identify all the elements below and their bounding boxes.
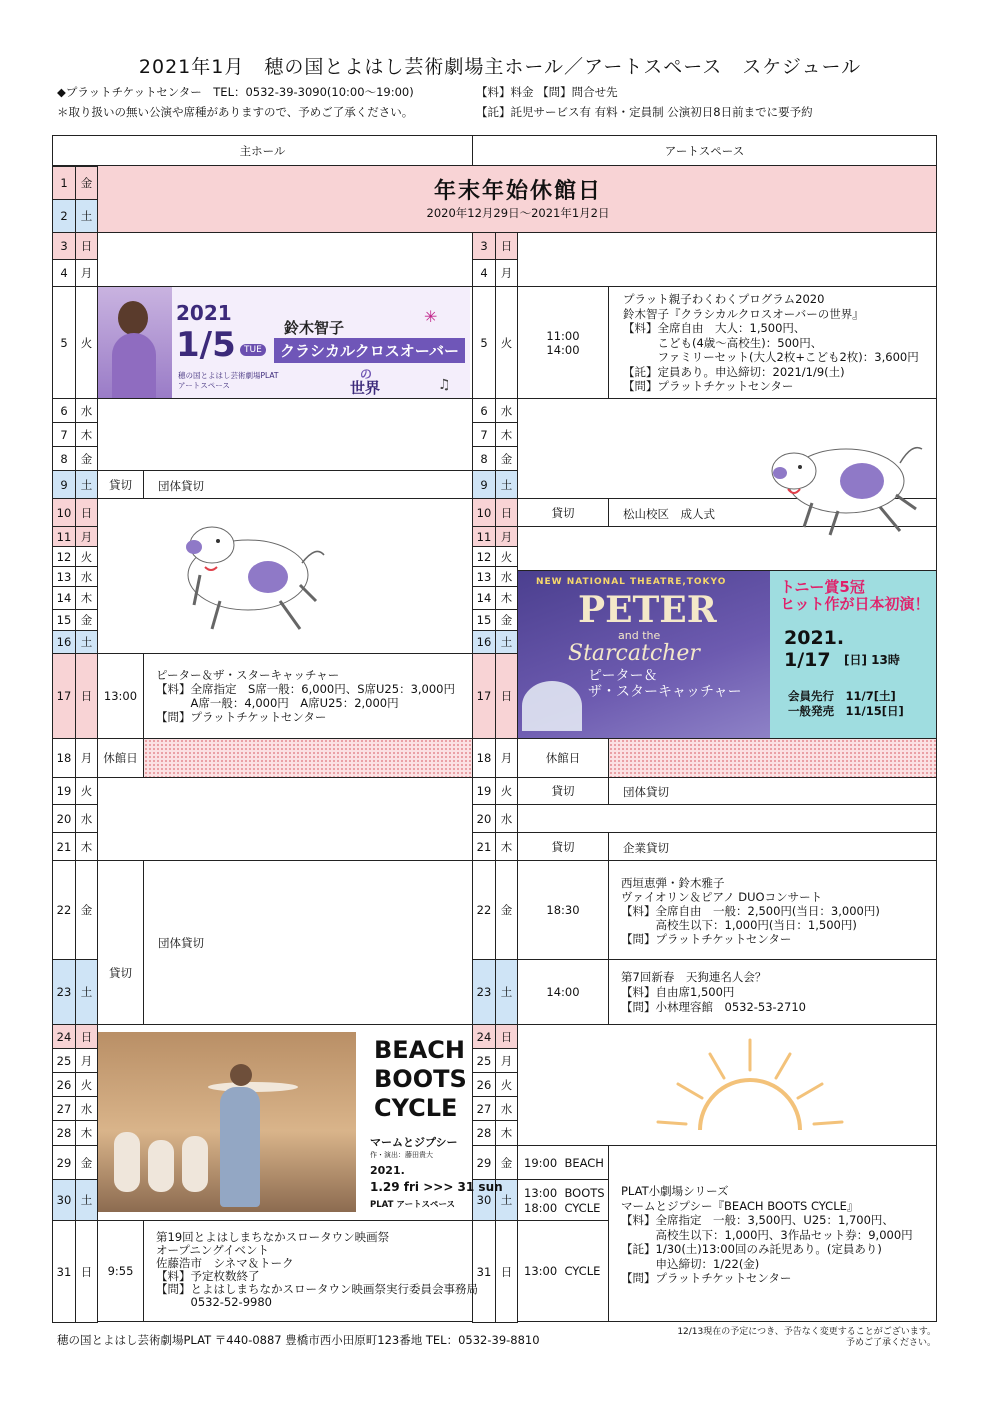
main-weekday-cell: 日	[75, 1024, 98, 1049]
main-weekday-cell: 金	[75, 1145, 98, 1180]
poster-title-and: and the	[618, 629, 661, 642]
art-weekday-cell: 木	[495, 832, 518, 861]
poster-title-jp: ピーター＆ ザ・スターキャッチャー	[588, 668, 742, 700]
art-d31-time: 13:00 CYCLE	[517, 1220, 609, 1322]
main-weekday-cell: 火	[75, 286, 98, 399]
art-weekday-cell: 木	[495, 586, 518, 610]
art-d23-desc: 第7回新春 天狗連名人会？ 【料】自由席1,500円 【問】小林理容館 0532-53-2710	[608, 959, 937, 1025]
art-date-cell: 8	[472, 446, 496, 471]
art-weekday-cell: 火	[495, 546, 518, 567]
main-weekday-cell: 月	[75, 259, 98, 287]
art-d21-type: 貸切	[517, 832, 609, 861]
art-d22-desc: 西垣恵弾・鈴木雅子 ヴァイオリン＆ピアノ DUOコンサート 【料】全席自由 一般：2,500円(当日：3,000円) 高校生以下：1,000円(当日：1,500円) 【問】プラットチケットセンター	[608, 860, 937, 960]
main-weekday-cell: 日	[75, 232, 98, 260]
art-d22-time: 18:30	[517, 860, 609, 960]
main-weekday-cell: 土	[75, 199, 98, 233]
poster-performer: 鈴木智子	[284, 319, 345, 337]
poster-credit: 作・演出：藤田貴大	[370, 1151, 433, 1159]
main-weekday-cell: 金	[75, 446, 98, 471]
main-date-cell: 21	[52, 832, 76, 861]
art-d19-desc: 団体貸切	[608, 777, 937, 805]
main-empty-6-8	[97, 398, 473, 471]
poster-peter-time: [日] 13時	[844, 653, 900, 667]
handling-note: ＊取り扱いの無い公演や席種がありますので、予めご了承ください。	[57, 105, 414, 119]
main-date-cell: 2	[52, 199, 76, 233]
art-space-header: アートスペース	[472, 135, 937, 166]
main-date-cell: 25	[52, 1048, 76, 1073]
main-weekday-cell: 金	[75, 166, 98, 200]
art-weekday-cell: 金	[495, 1145, 518, 1180]
closed-title: 年末年始休館日	[433, 179, 602, 204]
main-d9-desc: 団体貸切	[143, 470, 473, 499]
main-date-cell: 10	[52, 498, 76, 527]
poster-beach: BEACH	[374, 1036, 465, 1064]
main-d18-type: 休館日	[97, 738, 144, 778]
poster-peter-sale: 会員先行 11/7[土] 一般発売 11/15[日]	[788, 689, 904, 718]
music-note-icon: ♫	[438, 377, 451, 393]
art-empty-3-4	[517, 232, 937, 287]
poster-title-starcatcher: Starcatcher	[568, 641, 700, 666]
main-weekday-cell: 月	[75, 1048, 98, 1073]
main-empty-19-21	[97, 777, 473, 861]
main-weekday-cell: 日	[75, 498, 98, 527]
main-d22-desc: 団体貸切	[143, 860, 473, 1025]
main-date-cell: 13	[52, 566, 76, 587]
art-weekday-cell: 日	[495, 1220, 518, 1323]
art-date-cell: 3	[472, 232, 496, 260]
poster-dow: TUE	[240, 344, 266, 356]
art-weekday-cell: 木	[495, 1120, 518, 1146]
main-date-cell: 19	[52, 777, 76, 805]
art-d23-time: 14:00	[517, 959, 609, 1025]
art-weekday-cell: 日	[495, 653, 518, 739]
main-weekday-cell: 月	[75, 738, 98, 778]
poster-beach-dates: 1.29 fri >>> 31 sun	[370, 1180, 503, 1194]
art-weekday-cell: 土	[495, 630, 518, 654]
main-date-cell: 17	[52, 653, 76, 739]
art-weekday-cell: 火	[495, 777, 518, 805]
poster-artwork	[518, 571, 770, 738]
art-date-cell: 19	[472, 777, 496, 805]
art-weekday-cell: 火	[495, 1072, 518, 1097]
art-d29-time: 19:00 BEACH	[517, 1145, 609, 1180]
art-date-cell: 11	[472, 526, 496, 547]
stage-photo	[98, 1032, 356, 1212]
art-date-cell: 16	[472, 630, 496, 654]
poster-no: の	[360, 367, 373, 381]
poster-tony: トニー賞5冠 ヒット作が日本初演！	[780, 578, 930, 613]
art-date-cell: 17	[472, 653, 496, 739]
main-d22-type: 貸切	[97, 860, 144, 1025]
art-date-cell: 13	[472, 566, 496, 587]
art-date-cell: 5	[472, 286, 496, 399]
cow-illustration	[150, 505, 330, 645]
art-weekday-cell: 金	[495, 609, 518, 631]
art-d29-31-desc: PLAT小劇場シリーズ マームとジプシー『BEACH BOOTS CYCLE』 【料】全席指定 一般：3,500円、U25：1,700円、 高校生以下：1,000円、3作品セット券：9,000円 【託】1/30(土)13:00回のみ託児あり。(定員あり) 申込締切：1/22(金) 【問】プラットチケットセンター	[608, 1145, 937, 1322]
childcare-note: 【託】託児サービス有 有料・定員制 公演初日8日前までに要予約	[476, 105, 813, 119]
main-weekday-cell: 水	[75, 804, 98, 833]
main-date-cell: 16	[52, 630, 76, 654]
main-d17-time: 13:00	[97, 653, 144, 739]
main-weekday-cell: 水	[75, 566, 98, 587]
art-weekday-cell: 水	[495, 1096, 518, 1121]
main-weekday-cell: 土	[75, 1179, 98, 1221]
art-weekday-cell: 日	[495, 1024, 518, 1049]
art-weekday-cell: 月	[495, 526, 518, 547]
art-d18-type: 休館日	[517, 738, 609, 778]
main-date-cell: 27	[52, 1096, 76, 1121]
main-weekday-cell: 火	[75, 777, 98, 805]
main-date-cell: 7	[52, 422, 76, 447]
main-date-cell: 12	[52, 546, 76, 567]
art-d5-time: 11:00 14:00	[517, 286, 609, 399]
poster-theatre: NEW NATIONAL THEATRE,TOKYO	[536, 577, 727, 587]
cow-illustration	[750, 415, 930, 545]
main-date-cell: 3	[52, 232, 76, 260]
poster-year: 2021	[176, 301, 232, 325]
art-date-cell: 15	[472, 609, 496, 631]
art-weekday-cell: 土	[495, 470, 518, 499]
main-date-cell: 30	[52, 1179, 76, 1221]
art-date-cell: 23	[472, 959, 496, 1025]
art-weekday-cell: 火	[495, 286, 518, 399]
ticket-center-note: ◆プラットチケットセンター TEL：0532-39-3090(10:00～19:00)	[57, 85, 414, 99]
footer-address: 穂の国とよはし芸術劇場PLAT 〒440-0887 豊橋市西小田原町123番地 TEL：0532-39-8810	[57, 1333, 540, 1347]
main-date-cell: 18	[52, 738, 76, 778]
art-date-cell: 27	[472, 1096, 496, 1121]
art-weekday-cell: 月	[495, 1048, 518, 1073]
poster-world: 世界	[350, 379, 381, 397]
art-date-cell: 30	[472, 1179, 496, 1221]
main-date-cell: 9	[52, 470, 76, 499]
art-date-cell: 7	[472, 422, 496, 447]
page-title: 2021年1月 穂の国とよはし芸術劇場主ホール／アートスペース スケジュール	[138, 56, 862, 78]
art-date-cell: 29	[472, 1145, 496, 1180]
art-weekday-cell: 日	[495, 232, 518, 260]
main-weekday-cell: 木	[75, 1120, 98, 1146]
sparkle-icon: ✳	[424, 307, 438, 326]
art-date-cell: 26	[472, 1072, 496, 1097]
main-weekday-cell: 火	[75, 546, 98, 567]
main-date-cell: 6	[52, 398, 76, 423]
closed-period: 2020年12月29日～2021年1月2日	[426, 206, 610, 220]
main-date-cell: 22	[52, 860, 76, 960]
main-weekday-cell: 木	[75, 832, 98, 861]
performer-photo	[98, 287, 172, 398]
art-d18-closed-fill	[608, 738, 937, 778]
art-weekday-cell: 月	[495, 259, 518, 287]
main-date-cell: 14	[52, 586, 76, 610]
art-weekday-cell: 水	[495, 566, 518, 587]
main-date-cell: 20	[52, 804, 76, 833]
main-weekday-cell: 土	[75, 630, 98, 654]
art-d10-desc: 松山校区 成人式	[608, 498, 937, 527]
main-weekday-cell: 金	[75, 609, 98, 631]
art-date-cell: 6	[472, 398, 496, 423]
poster-peter-date: 2021. 1/17	[784, 627, 845, 671]
poster-beach-venue: PLAT アートスペース	[370, 1200, 456, 1210]
art-date-cell: 25	[472, 1048, 496, 1073]
main-date-cell: 31	[52, 1220, 76, 1323]
main-d31-time: 9:55	[97, 1220, 144, 1322]
main-weekday-cell: 月	[75, 526, 98, 547]
poster-title: クラシカルクロスオーバー	[274, 338, 465, 363]
main-weekday-cell: 日	[75, 1220, 98, 1323]
main-d18-closed-fill	[143, 738, 473, 778]
art-weekday-cell: 土	[495, 1179, 518, 1221]
main-date-cell: 24	[52, 1024, 76, 1049]
art-weekday-cell: 日	[495, 498, 518, 527]
art-date-cell: 20	[472, 804, 496, 833]
art-date-cell: 31	[472, 1220, 496, 1323]
main-date-cell: 26	[52, 1072, 76, 1097]
art-weekday-cell: 水	[495, 804, 518, 833]
main-hall-header: 主ホール	[52, 135, 473, 166]
poster-date: 1/5	[176, 325, 236, 365]
main-date-cell: 1	[52, 166, 76, 200]
art-d19-type: 貸切	[517, 777, 609, 805]
legend-note: 【料】料金 【問】問合せ先	[476, 85, 618, 99]
main-weekday-cell: 水	[75, 398, 98, 423]
art-date-cell: 21	[472, 832, 496, 861]
art-weekday-cell: 月	[495, 738, 518, 778]
main-date-cell: 29	[52, 1145, 76, 1180]
poster-cycle: CYCLE	[374, 1094, 458, 1122]
art-d30-time: 13:00 BOOTS 18:00 CYCLE	[517, 1179, 609, 1221]
art-weekday-cell: 水	[495, 398, 518, 423]
main-d17-desc: ピーター＆ザ・スターキャッチャー 【料】全席指定 S席一般：6,000円、S席U25：3,000円 A席一般：4,000円 A席U25：2,000円 【問】プラットチケットセンター	[143, 653, 473, 739]
main-weekday-cell: 火	[75, 1072, 98, 1097]
art-date-cell: 9	[472, 470, 496, 499]
poster-boots: BOOTS	[374, 1065, 467, 1093]
art-weekday-cell: 金	[495, 860, 518, 960]
poster-title-peter: PETER	[578, 589, 717, 631]
poster-venue: 穂の国とよはし芸術劇場PLAT アートスペース	[178, 371, 279, 390]
holiday-closed-banner	[97, 165, 937, 233]
main-date-cell: 8	[52, 446, 76, 471]
suzuki-concert-poster	[98, 287, 470, 398]
main-date-cell: 11	[52, 526, 76, 547]
art-date-cell: 4	[472, 259, 496, 287]
main-weekday-cell: 金	[75, 860, 98, 960]
main-weekday-cell: 水	[75, 1096, 98, 1121]
art-d21-desc: 企業貸切	[608, 832, 937, 861]
art-date-cell: 24	[472, 1024, 496, 1049]
art-date-cell: 12	[472, 546, 496, 567]
main-weekday-cell: 土	[75, 959, 98, 1025]
art-date-cell: 22	[472, 860, 496, 960]
main-date-cell: 15	[52, 609, 76, 631]
art-date-cell: 18	[472, 738, 496, 778]
main-weekday-cell: 木	[75, 586, 98, 610]
peter-starcatcher-poster	[518, 571, 936, 738]
main-weekday-cell: 日	[75, 653, 98, 739]
footer-notice: 12/13現在の予定につき、予告なく変更することがございます。 予めご了承ください。	[677, 1327, 936, 1348]
main-date-cell: 5	[52, 286, 76, 399]
main-date-cell: 4	[52, 259, 76, 287]
sun-illustration	[640, 1030, 860, 1140]
art-weekday-cell: 金	[495, 446, 518, 471]
art-d10-type: 貸切	[517, 498, 609, 527]
art-d5-desc: プラット親子わくわくプログラム2020 鈴木智子『クラシカルクロスオーバーの世界』 【料】全席自由 大人：1,500円、 こども(4歳～高校生)：500円、 ファミリーセット(大人2枚+こども2枚)：3,600円 【託】定員あり。申込締切：2021/1/9(土) 【問】プラットチケットセンター	[608, 286, 937, 399]
art-date-cell: 14	[472, 586, 496, 610]
main-date-cell: 28	[52, 1120, 76, 1146]
main-weekday-cell: 木	[75, 422, 98, 447]
main-d31-desc: 第19回とよはしまちなかスロータウン映画祭 オープニングイベント 佐藤浩市 シネマ＆トーク 【料】予定枚数終了 【問】とよはしまちなかスロータウン映画祭実行委員会事務局 0532-52-9980	[143, 1220, 473, 1322]
art-weekday-cell: 土	[495, 959, 518, 1025]
art-date-cell: 10	[472, 498, 496, 527]
poster-company: マームとジプシー	[370, 1136, 458, 1149]
main-weekday-cell: 土	[75, 470, 98, 499]
main-d9-type: 貸切	[97, 470, 144, 499]
art-date-cell: 28	[472, 1120, 496, 1146]
main-empty-3-4	[97, 232, 473, 287]
poster-beach-year: 2021.	[370, 1164, 405, 1177]
art-weekday-cell: 木	[495, 422, 518, 447]
main-date-cell: 23	[52, 959, 76, 1025]
art-empty-20	[517, 804, 937, 833]
